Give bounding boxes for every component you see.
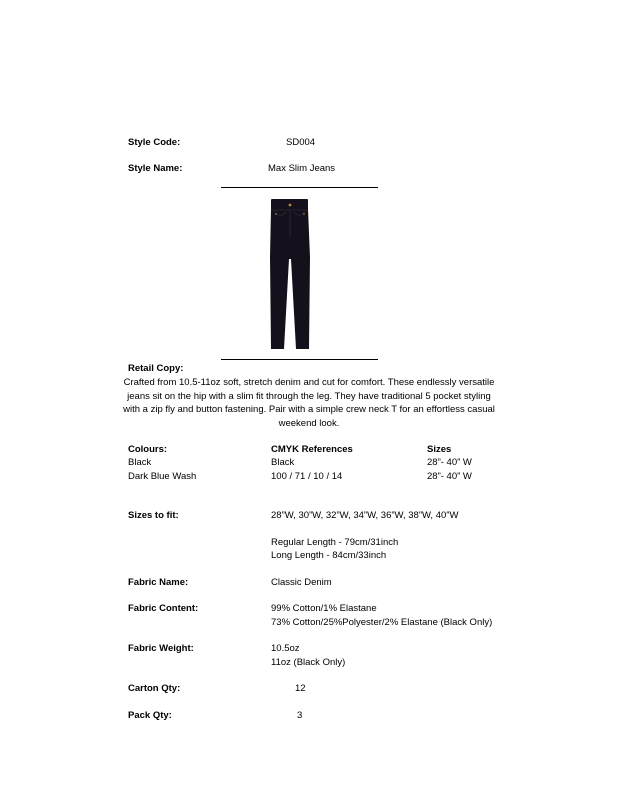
pack-qty-value: 3 bbox=[297, 710, 303, 721]
table-cell: 100 / 71 / 10 / 14 bbox=[271, 471, 343, 482]
sizes-header: Sizes bbox=[427, 444, 452, 455]
fabric-name-value: Classic Denim bbox=[271, 577, 332, 588]
retail-copy-text: Crafted from 10.5-11oz soft, stretch denim and cut for comfort. These endlessly versatile jeans sit on the hip with a slim fit through the leg. They have traditional 5 pocket styling with a zip fly and button fastening. Pair with a simple crew neck T for an effortless casual weekend look. bbox=[123, 377, 495, 429]
colours-header: Colours: bbox=[128, 444, 168, 455]
retail-copy-label: Retail Copy: bbox=[128, 363, 184, 374]
jeans-product-image bbox=[262, 197, 318, 353]
table-cell: Black bbox=[271, 457, 295, 468]
table-cell: Dark Blue Wash bbox=[128, 471, 197, 482]
regular-length: Regular Length - 79cm/31inch bbox=[271, 537, 399, 548]
carton-qty-value: 12 bbox=[295, 683, 306, 694]
style-code-value: SD004 bbox=[286, 137, 316, 148]
sizes-to-fit-label: Sizes to fit: bbox=[128, 510, 179, 521]
pack-qty-label: Pack Qty: bbox=[128, 710, 172, 721]
fabric-weight-value: 10.5oz bbox=[271, 643, 300, 654]
table-cell: 28”- 40” W bbox=[427, 471, 472, 482]
fabric-content-value: 73% Cotton/25%Polyester/2% Elastane (Black Only) bbox=[271, 617, 493, 628]
style-name-label: Style Name: bbox=[128, 163, 183, 174]
fabric-weight-value: 11oz (Black Only) bbox=[271, 657, 346, 668]
table-cell: 28”- 40” W bbox=[427, 457, 472, 468]
long-length: Long Length - 84cm/33inch bbox=[271, 550, 387, 561]
style-name-value: Max Slim Jeans bbox=[268, 163, 336, 174]
table-cell: Black bbox=[128, 457, 152, 468]
fabric-name-label: Fabric Name: bbox=[128, 577, 189, 588]
sizes-to-fit-value: 28”W, 30”W, 32”W, 34”W, 36”W, 38”W, 40”W bbox=[271, 510, 459, 521]
carton-qty-label: Carton Qty: bbox=[128, 683, 181, 694]
fabric-weight-label: Fabric Weight: bbox=[128, 643, 194, 654]
bottom-divider bbox=[221, 359, 378, 360]
top-divider bbox=[221, 187, 378, 188]
cmyk-header: CMYK References bbox=[271, 444, 353, 455]
fabric-content-value: 99% Cotton/1% Elastane bbox=[271, 603, 377, 614]
style-code-label: Style Code: bbox=[128, 137, 181, 148]
fabric-content-label: Fabric Content: bbox=[128, 603, 199, 614]
